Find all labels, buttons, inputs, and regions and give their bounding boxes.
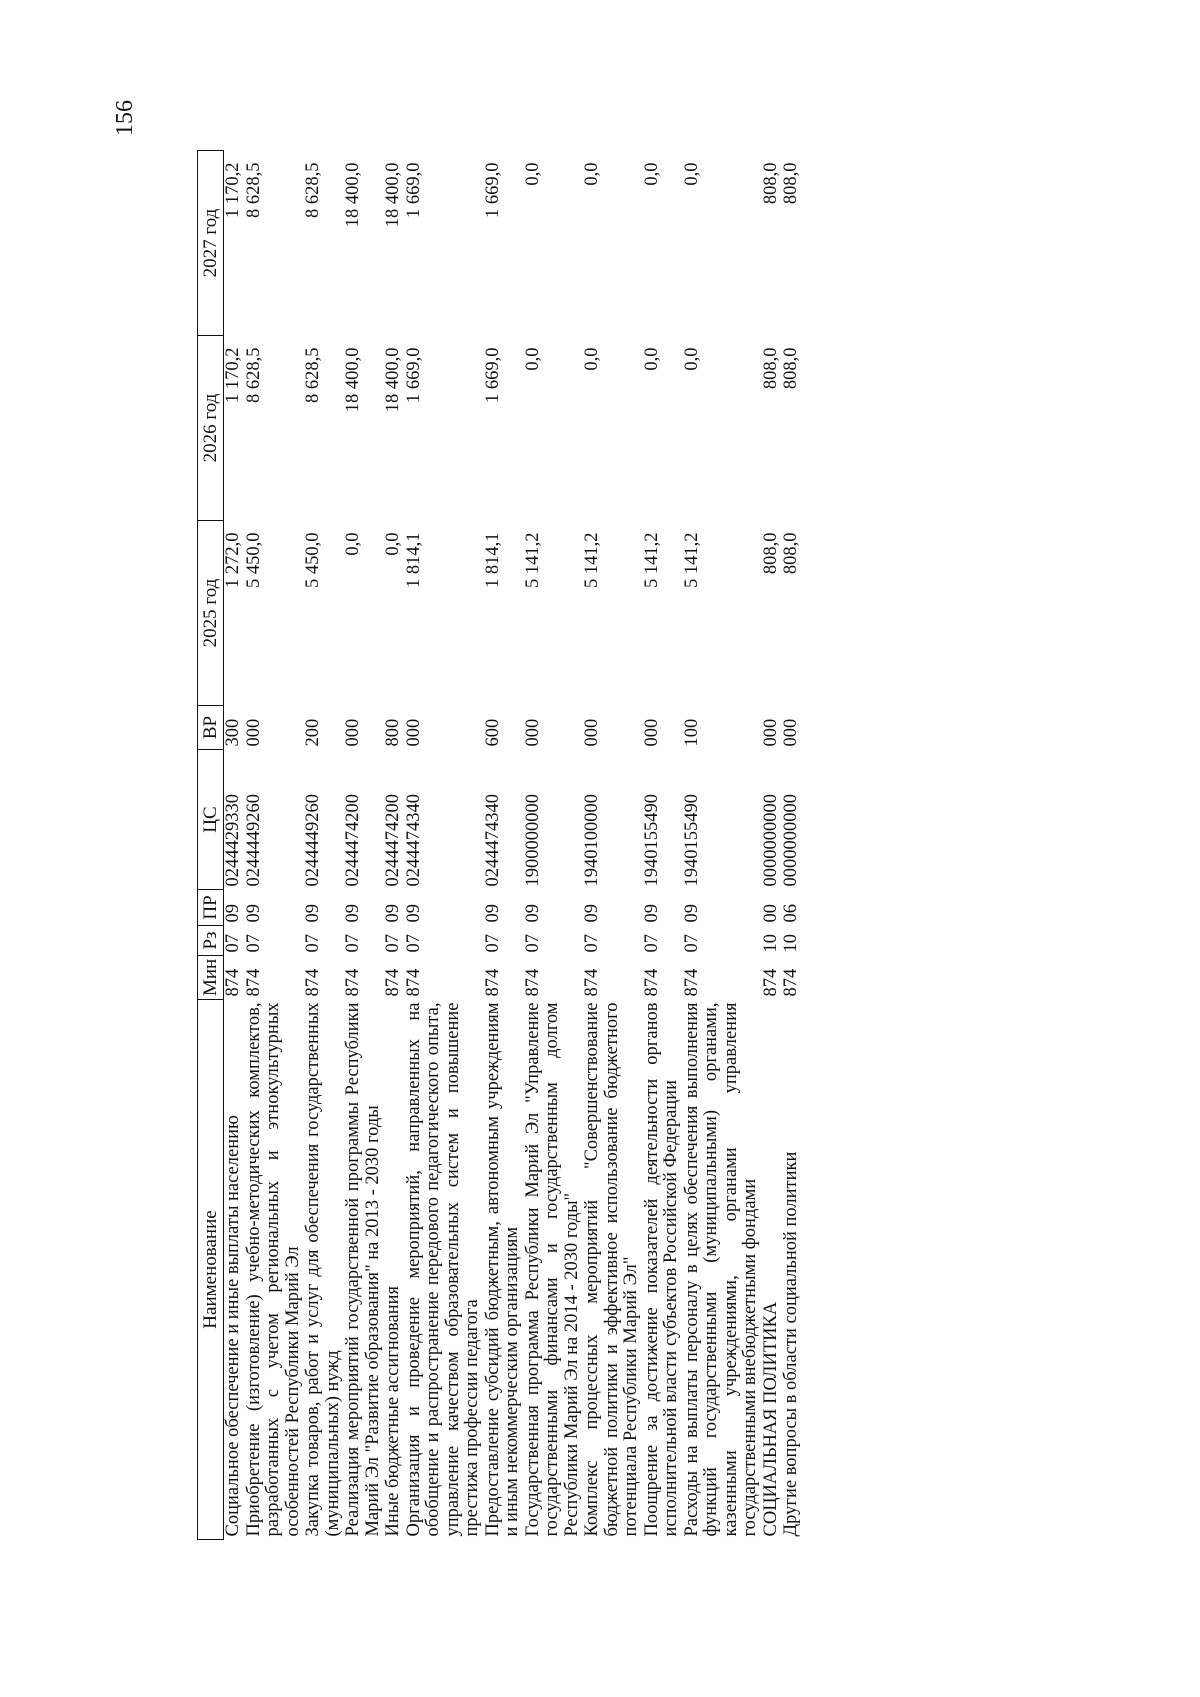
cell-y2025: 5 141,2 bbox=[641, 532, 662, 588]
cell-pr: 09 bbox=[383, 904, 403, 923]
cell-y2025: 5 141,2 bbox=[582, 532, 602, 588]
cell-rz: 07 bbox=[582, 934, 602, 953]
cell-y2026: 0,0 bbox=[582, 347, 602, 371]
cell-rz: 07 bbox=[343, 934, 363, 953]
cell-y2026: 18 400,0 bbox=[383, 347, 403, 413]
cell-cs: 0244429330 bbox=[223, 794, 243, 887]
cell-vr: 000 bbox=[641, 718, 662, 747]
cell-pr: 00 bbox=[760, 904, 781, 923]
cell-y2027: 808,0 bbox=[781, 162, 801, 205]
cell-min: 874 bbox=[681, 968, 702, 997]
table-row bbox=[523, 151, 583, 1540]
header-2025: 2025 год bbox=[198, 521, 224, 706]
cell-y2025: 5 450,0 bbox=[303, 532, 323, 588]
cell-pr: 09 bbox=[223, 904, 243, 923]
cell-min: 874 bbox=[403, 968, 424, 997]
cell-cs: 0000000000 bbox=[760, 794, 781, 887]
cell-name: Социальное обеспечение и иные выплаты населению bbox=[223, 1115, 243, 1537]
cell-cs: 0244474340 bbox=[482, 794, 503, 887]
cell-y2026: 0,0 bbox=[522, 347, 543, 371]
cell-name: Расходы на выплаты персоналу в целях обеспечения выполнения функций государственными (муниципальными) органами, казенными учреждениями, органами управления государственными внебюджетными фондами bbox=[681, 1002, 760, 1537]
cell-min: 874 bbox=[781, 968, 801, 997]
cell-y2026: 18 400,0 bbox=[343, 347, 363, 413]
table-row bbox=[682, 151, 761, 1540]
cell-vr: 000 bbox=[522, 718, 543, 747]
cell-y2026: 0,0 bbox=[681, 347, 702, 371]
cell-pr: 09 bbox=[303, 904, 323, 923]
cell-y2025: 808,0 bbox=[781, 532, 801, 575]
header-cs: ЦС bbox=[198, 750, 224, 890]
cell-rz: 07 bbox=[641, 934, 662, 953]
cell-y2026: 808,0 bbox=[781, 347, 801, 390]
header-pr: ПР bbox=[198, 890, 224, 926]
cell-rz: 10 bbox=[781, 934, 801, 953]
cell-y2025: 5 141,2 bbox=[522, 532, 543, 588]
cell-rz: 07 bbox=[303, 934, 323, 953]
page-number: 156 bbox=[112, 100, 138, 136]
cell-name: Закупка товаров, работ и услуг для обеспечения государственных (муниципальных) нужд bbox=[303, 1002, 343, 1537]
cell-rz: 10 bbox=[760, 934, 781, 953]
cell-pr: 09 bbox=[403, 904, 424, 923]
budget-table-rotated bbox=[197, 150, 1077, 1540]
header-name: Наименование bbox=[198, 1000, 224, 1540]
cell-cs: 1940155490 bbox=[641, 794, 662, 887]
table-header bbox=[198, 151, 224, 1540]
cell-vr: 000 bbox=[760, 718, 781, 747]
cell-name: Поощрение за достижение показателей деятельности органов исполнительной власти субъектов Российской Федерации bbox=[641, 1002, 681, 1537]
cell-rz: 07 bbox=[223, 934, 243, 953]
cell-y2026: 8 628,5 bbox=[243, 347, 264, 403]
cell-min: 874 bbox=[641, 968, 662, 997]
table-row bbox=[483, 151, 523, 1540]
cell-vr: 100 bbox=[681, 718, 702, 747]
cell-cs: 1900000000 bbox=[522, 794, 543, 887]
cell-y2027: 1 170,2 bbox=[223, 162, 243, 218]
cell-name: Государственная программа Республики Марий Эл "Управление государственными финансами и государственным долгом Республики Марий Эл на 2014 - 2030 годы" bbox=[522, 1002, 582, 1537]
cell-cs: 0244449260 bbox=[243, 794, 264, 887]
cell-rz: 07 bbox=[243, 934, 264, 953]
cell-name: Организация и проведение мероприятий, направленных на обобщение и распространение передового педагогического опыта, управление качеством образовательных систем и повышение престижа профессии педагога bbox=[403, 1002, 482, 1537]
cell-vr: 000 bbox=[582, 718, 602, 747]
table-body bbox=[224, 151, 802, 1540]
cell-rz: 07 bbox=[681, 934, 702, 953]
cell-cs: 0244474200 bbox=[343, 794, 363, 887]
header-rz: Рз bbox=[198, 926, 224, 956]
cell-y2027: 1 669,0 bbox=[403, 162, 424, 218]
table-row bbox=[781, 151, 802, 1540]
cell-cs: 0244474200 bbox=[383, 794, 403, 887]
budget-table bbox=[197, 150, 802, 1540]
cell-y2026: 1 170,2 bbox=[223, 347, 243, 403]
cell-min: 874 bbox=[223, 968, 243, 997]
cell-pr: 09 bbox=[582, 904, 602, 923]
cell-cs: 1940155490 bbox=[681, 794, 702, 887]
cell-min: 874 bbox=[482, 968, 503, 997]
cell-name: Реализация мероприятий государственной программы Республики Марий Эл "Развитие образования" на 2013 - 2030 годы bbox=[343, 1002, 383, 1537]
cell-rz: 07 bbox=[522, 934, 543, 953]
cell-vr: 000 bbox=[781, 718, 801, 747]
cell-y2025: 1 814,1 bbox=[482, 532, 503, 588]
cell-rz: 07 bbox=[403, 934, 424, 953]
cell-vr: 300 bbox=[223, 718, 243, 747]
cell-min: 874 bbox=[303, 968, 323, 997]
table-row bbox=[224, 151, 244, 1540]
cell-cs: 0244474340 bbox=[403, 794, 424, 887]
cell-pr: 09 bbox=[522, 904, 543, 923]
cell-name: Приобретение (изготовление) учебно-методических комплектов, разработанных с учетом региональных и этнокультурных особенностей Республики Марий Эл bbox=[243, 1002, 303, 1537]
cell-min: 874 bbox=[343, 968, 363, 997]
cell-cs: 1940100000 bbox=[582, 794, 602, 887]
cell-name: Предоставление субсидий бюджетным, автономным учреждениям и иным некоммерческим организациям bbox=[482, 1002, 522, 1537]
cell-y2027: 8 628,5 bbox=[303, 162, 323, 218]
cell-y2027: 0,0 bbox=[522, 162, 543, 186]
table-row bbox=[761, 151, 782, 1540]
cell-y2025: 5 450,0 bbox=[243, 532, 264, 588]
cell-y2026: 808,0 bbox=[760, 347, 781, 390]
cell-pr: 09 bbox=[641, 904, 662, 923]
cell-cs: 0000000000 bbox=[781, 794, 801, 887]
table-row bbox=[404, 151, 483, 1540]
cell-name: Комплекс процессных мероприятий "Совершенствование бюджетной политики и эффективное использование бюджетного потенциала Республики Марий Эл" bbox=[582, 1002, 641, 1537]
cell-vr: 200 bbox=[303, 718, 323, 747]
cell-vr: 600 bbox=[482, 718, 503, 747]
header-2026: 2026 год bbox=[198, 336, 224, 521]
cell-y2027: 0,0 bbox=[641, 162, 662, 186]
cell-vr: 800 bbox=[383, 718, 403, 747]
cell-y2025: 808,0 bbox=[760, 532, 781, 575]
cell-pr: 06 bbox=[781, 904, 801, 923]
cell-pr: 09 bbox=[482, 904, 503, 923]
cell-min: 874 bbox=[760, 968, 781, 997]
cell-vr: 000 bbox=[243, 718, 264, 747]
cell-y2027: 808,0 bbox=[760, 162, 781, 205]
header-2027: 2027 год bbox=[198, 151, 224, 336]
cell-y2025: 1 814,1 bbox=[403, 532, 424, 588]
cell-y2026: 0,0 bbox=[641, 347, 662, 371]
cell-y2026: 1 669,0 bbox=[482, 347, 503, 403]
cell-y2027: 18 400,0 bbox=[383, 162, 403, 228]
cell-name: Иные бюджетные ассигнования bbox=[383, 1285, 403, 1537]
cell-y2025: 0,0 bbox=[383, 532, 403, 556]
cell-rz: 07 bbox=[383, 934, 403, 953]
table-row bbox=[642, 151, 682, 1540]
cell-y2026: 1 669,0 bbox=[403, 347, 424, 403]
cell-name: СОЦИАЛЬНАЯ ПОЛИТИКА bbox=[760, 1301, 781, 1537]
table-row bbox=[582, 151, 642, 1540]
cell-y2027: 1 669,0 bbox=[482, 162, 503, 218]
cell-y2027: 0,0 bbox=[681, 162, 702, 186]
cell-min: 874 bbox=[243, 968, 264, 997]
table-row bbox=[303, 151, 343, 1540]
cell-pr: 09 bbox=[681, 904, 702, 923]
cell-pr: 09 bbox=[243, 904, 264, 923]
cell-name: Другие вопросы в области социальной политики bbox=[781, 1151, 801, 1537]
cell-y2027: 0,0 bbox=[582, 162, 602, 186]
cell-y2025: 5 141,2 bbox=[681, 532, 702, 588]
cell-y2027: 8 628,5 bbox=[243, 162, 264, 218]
cell-y2025: 0,0 bbox=[343, 532, 363, 556]
cell-pr: 09 bbox=[343, 904, 363, 923]
table-row bbox=[383, 151, 404, 1540]
cell-vr: 000 bbox=[343, 718, 363, 747]
cell-min: 874 bbox=[383, 968, 403, 997]
header-min: Мин bbox=[198, 956, 224, 1000]
cell-vr: 000 bbox=[403, 718, 424, 747]
cell-rz: 07 bbox=[482, 934, 503, 953]
table-row bbox=[343, 151, 383, 1540]
cell-min: 874 bbox=[582, 968, 602, 997]
cell-y2027: 18 400,0 bbox=[343, 162, 363, 228]
header-vr: ВР bbox=[198, 706, 224, 750]
cell-cs: 0244449260 bbox=[303, 794, 323, 887]
cell-y2026: 8 628,5 bbox=[303, 347, 323, 403]
cell-y2025: 1 272,0 bbox=[223, 532, 243, 588]
table-row bbox=[244, 151, 304, 1540]
cell-min: 874 bbox=[522, 968, 543, 997]
